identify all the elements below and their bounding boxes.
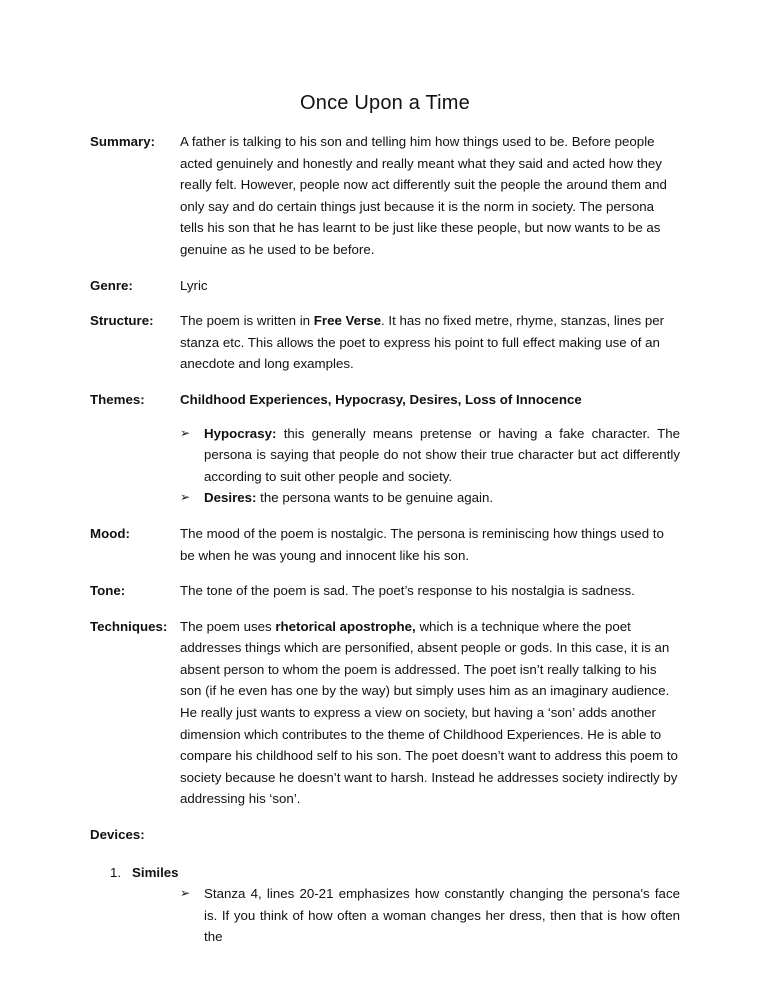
summary-text: A father is talking to his son and telling him how things used to be. Before people acted genuinely and honestly and really meant what they said and acted how they really felt. However, people now act differently suit the people the around them and only say and do certain things just because it is the norm in society. The persona tells his son that he has learnt to be just like these people, but now wants to be as genuine as he used to be before.: [180, 134, 667, 257]
list-item: [180, 487, 680, 509]
themes-content: [180, 389, 680, 509]
arrow-bullet-icon: ➢: [180, 425, 191, 440]
mood-section: [90, 523, 680, 566]
subheading-number: 1.: [110, 864, 122, 880]
mood-label: Mood:: [90, 525, 130, 541]
bullet-body: this generally means pretense or having a fake character. The persona is saying that people do not show their true character but act differently according to suit other people and society.: [204, 425, 680, 484]
tone-label: Tone:: [90, 583, 126, 599]
devices-subheading-similes: [90, 862, 680, 884]
list-item: [180, 423, 680, 488]
bullet-body: the persona wants to be genuine again.: [256, 490, 494, 506]
bullet-text: Stanza 4, lines 20-21 emphasizes how constantly changing the persona's face is. If you think of how often a woman changes her dress, then that is how often the: [204, 886, 680, 945]
genre-label: Genre:: [90, 277, 133, 293]
tone-text: The tone of the poem is sad. The poet’s response to his nostalgia is sadness.: [180, 583, 635, 599]
structure-bold-term: Free Verse: [313, 313, 382, 329]
structure-label: Structure:: [90, 313, 154, 329]
summary-section: [90, 131, 680, 261]
themes-list: [180, 389, 680, 411]
techniques-bold-term: rhetorical apostrophe,: [275, 618, 416, 634]
bullet-text: [204, 487, 680, 509]
genre-text: Lyric: [180, 277, 208, 293]
techniques-text-post: which is a technique where the poet addresses things which are personified, absent people or gods. In this case, it is an absent person to whom the poem is addressed. The poet isn’t really talking to his son (if he even has one by the way) but simply uses him as an imaginary audience. He really just wants to express a view on society, but having a ‘son’ adds another dimension which contributes to the theme of Childhood Experiences. He is able to compare his childhood self to his son. The poet doesn’t want to address this poem to society because he doesn’t want to harsh. Instead he addresses society indirectly by addressing his ‘son’.: [180, 618, 678, 807]
structure-section: [90, 310, 680, 375]
bullet-term: Desires:: [204, 490, 257, 506]
genre-section: [90, 275, 680, 297]
techniques-label: Techniques:: [90, 618, 168, 634]
bullet-term: Hypocrasy:: [204, 425, 277, 441]
arrow-bullet-icon: ➢: [180, 490, 191, 505]
techniques-section: [90, 616, 680, 810]
techniques-text: [180, 616, 680, 810]
themes-bullets: [180, 423, 680, 509]
devices-label: Devices:: [90, 827, 145, 843]
structure-text-post: . It has no fixed metre, rhyme, stanzas, lines per stanza etc. This allows the poet to express his point to full effect making use of an anecdote and long examples.: [180, 313, 665, 372]
bullet-text: [204, 423, 680, 488]
themes-label: Themes:: [90, 391, 145, 407]
tone-section: [90, 580, 680, 602]
themes-section: [90, 389, 680, 509]
structure-text-pre: The poem is written in: [180, 313, 314, 329]
summary-label: Summary:: [90, 134, 156, 149]
subheading-title: Similes: [132, 864, 179, 880]
mood-text: The mood of the poem is nostalgic. The persona is reminiscing how things used to be when he was young and innocent like his son.: [180, 525, 664, 563]
similes-bullets: [180, 883, 680, 948]
techniques-text-pre: The poem uses: [180, 618, 276, 634]
themes-list-text: Childhood Experiences, Hypocrasy, Desires, Loss of Innocence: [180, 391, 582, 407]
arrow-bullet-icon: ➢: [180, 886, 191, 901]
structure-text: [180, 310, 680, 375]
list-item: [180, 883, 680, 948]
document-title: Once Upon a Time: [300, 92, 470, 114]
